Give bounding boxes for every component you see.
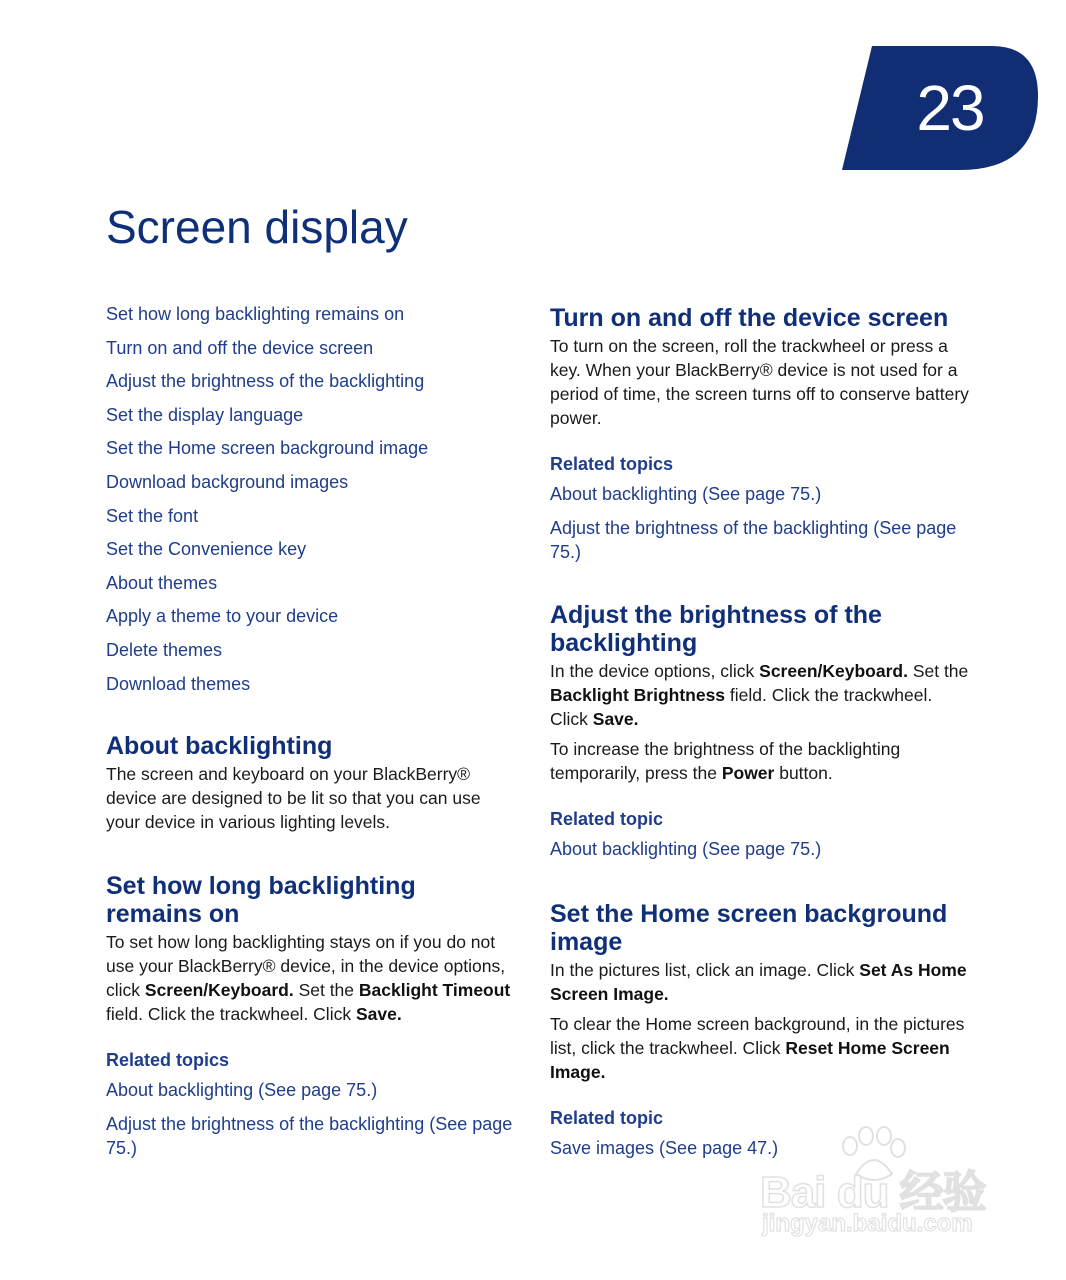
related-heading: Related topics <box>106 1050 230 1070</box>
section-home-background <box>550 900 970 1160</box>
body-text: To set how long backlighting stays on if you do not use your BlackBerry® device, in the device options, click <box>106 932 506 1000</box>
section-heading: Set how long backlighting remains on <box>106 872 416 928</box>
section-adjust-brightness <box>550 601 970 861</box>
section-body <box>550 737 970 785</box>
toc-link[interactable]: Set the font <box>106 505 199 526</box>
related-topics <box>550 807 970 861</box>
ui-term: Screen/Keyboard. <box>144 980 294 1000</box>
body-text: To increase the brightness of the backlighting temporarily, press the <box>550 739 901 783</box>
page-title: Screen display <box>106 201 408 253</box>
toc-link[interactable]: Apply a theme to your device <box>106 606 339 627</box>
related-heading: Related topics <box>550 454 674 474</box>
related-link[interactable]: About backlighting (See page 75.) <box>550 839 822 859</box>
section-body: The screen and keyboard on your BlackBerry® device are designed to be lit so that you can use your device in various lighting levels. <box>106 764 481 832</box>
related-link[interactable]: Adjust the brightness of the backlighting (See page 75.) <box>550 518 957 562</box>
section-body: To turn on the screen, roll the trackwheel or press a key. When your BlackBerry® device is not used for a period of time, the screen turns off to conserve battery power. <box>550 336 969 428</box>
related-heading: Related topic <box>550 1108 664 1128</box>
related-link[interactable]: About backlighting (See page 75.) <box>106 1080 378 1100</box>
toc-link[interactable]: Set the display language <box>106 404 304 425</box>
section-body <box>550 958 970 1006</box>
body-text: field. Click the trackwheel. Click <box>550 685 933 729</box>
toc-link[interactable]: Delete themes <box>106 639 223 660</box>
section-body <box>106 930 516 1026</box>
section-about-backlighting <box>106 732 516 834</box>
toc-link[interactable]: Adjust the brightness of the backlighting <box>106 371 425 392</box>
ui-term: Save. <box>355 1004 402 1024</box>
body-text: In the device options, click <box>550 661 760 681</box>
watermark-brand: Bai du 经验 <box>760 1168 986 1217</box>
section-body <box>550 1012 970 1084</box>
body-text: button. <box>774 763 833 783</box>
toc-link[interactable]: About themes <box>106 572 218 593</box>
section-heading: About backlighting <box>106 732 333 760</box>
ui-term: Save. <box>592 709 639 729</box>
toc-link[interactable]: Turn on and off the device screen <box>106 337 374 358</box>
chapter-number: 23 <box>916 72 984 144</box>
chapter-tab <box>842 46 1038 170</box>
toc-link[interactable]: Set the Convenience key <box>106 539 307 560</box>
body-text: In the pictures list, click an image. Click <box>550 960 860 980</box>
toc-link[interactable]: Set how long backlighting remains on <box>106 304 405 324</box>
related-link[interactable]: About backlighting (See page 75.) <box>550 484 822 504</box>
ui-term: Reset Home Screen Image. <box>550 1038 950 1082</box>
related-topics <box>550 452 970 564</box>
toc-link[interactable]: Set the Home screen background image <box>106 438 429 459</box>
related-heading: Related topic <box>550 809 664 829</box>
watermark-url: jingyan.baidu.com <box>762 1210 973 1237</box>
section-heading: Adjust the brightness of the backlighting <box>550 601 882 657</box>
section-turn-on-off <box>550 304 970 564</box>
ui-term: Set As Home Screen Image. <box>550 960 967 1004</box>
ui-term: Backlight Brightness <box>550 685 726 705</box>
section-set-backlighting <box>106 872 516 1160</box>
related-topics <box>106 1048 516 1160</box>
body-text: Set the <box>907 661 969 681</box>
body-text: field. Click the trackwheel. Click <box>106 1004 356 1024</box>
related-link[interactable]: Save images (See page 47.) <box>550 1138 779 1158</box>
body-text: Set the <box>293 980 359 1000</box>
related-link[interactable]: Adjust the brightness of the backlighting (See page 75.) <box>106 1114 513 1158</box>
ui-term: Power <box>721 763 775 783</box>
toc-link[interactable]: Download themes <box>106 673 251 694</box>
ui-term: Screen/Keyboard. <box>759 661 908 681</box>
section-heading: Turn on and off the device screen <box>550 304 949 332</box>
section-body <box>550 659 970 731</box>
chapter-toc <box>106 302 526 705</box>
section-heading: Set the Home screen background image <box>550 900 948 956</box>
toc-link[interactable]: Download background images <box>106 471 349 492</box>
ui-term: Backlight Timeout <box>358 980 511 1000</box>
body-text: To clear the Home screen background, in the pictures list, click the trackwheel. Click <box>550 1014 965 1058</box>
baidu-watermark <box>756 1124 1006 1244</box>
